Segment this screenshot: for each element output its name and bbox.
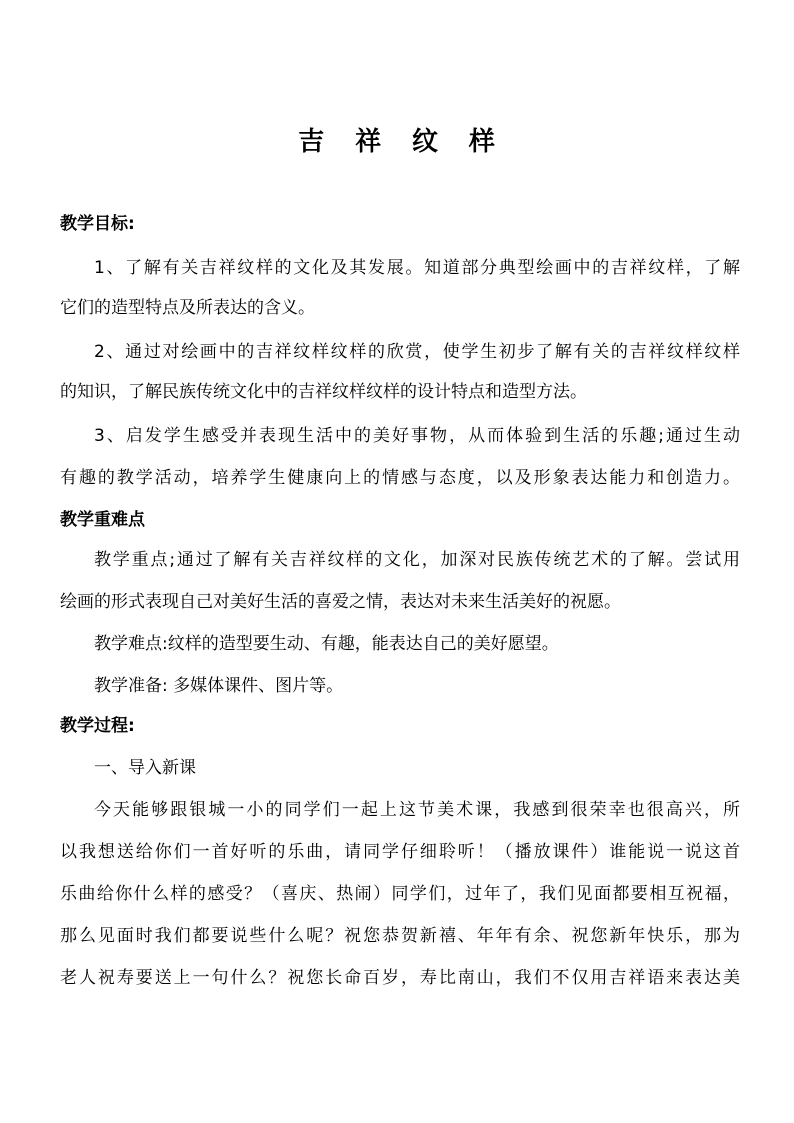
key-heading: 教学重难点 [60,510,145,530]
goal-1-line-1: 1、了解有关吉祥纹样的文化及其发展。知道部分典型绘画中的吉祥纹样，了解 [94,258,740,278]
intro-line-2: 以我想送给你们一首好听的乐曲，请同学仔细聆听！（播放课件）谁能说一说这首 [60,842,740,862]
intro-line-3: 乐曲给你什么样的感受？（喜庆、热闹）同学们，过年了，我们见面都要相互祝福， [60,884,740,904]
goal-3-line-2: 有趣的教学活动，培养学生健康向上的情感与态度，以及形象表达能力和创造力。 [60,468,740,488]
step-1-heading: 一、导入新课 [94,758,196,778]
difficulty-line: 教学难点:纹样的造型要生动、有趣，能表达自己的美好愿望。 [94,634,559,654]
intro-line-4: 那么见面时我们都要说些什么呢？祝您恭贺新禧、年年有余、祝您新年快乐，那为 [60,926,740,946]
goals-heading: 教学目标: [60,214,135,234]
key-point-line-1: 教学重点;通过了解有关吉祥纹样的文化，加深对民族传统艺术的了解。尝试用 [94,550,740,570]
goal-2-line-1: 2、通过对绘画中的吉祥纹样纹样的欣赏，使学生初步了解有关的吉祥纹样纹样 [94,342,740,362]
key-point-line-2: 绘画的形式表现自己对美好生活的喜爱之情，表达对未来生活美好的祝愿。 [60,592,621,612]
goal-2-line-2: 的知识，了解民族传统文化中的吉祥纹样纹样的设计特点和造型方法。 [60,382,587,402]
intro-line-1: 今天能够跟银城一小的同学们一起上这节美术课，我感到很荣幸也很高兴，所 [94,800,740,820]
goal-1-line-2: 它们的造型特点及所表达的含义。 [60,298,315,318]
document-title: 吉 祥 纹 样 [298,127,506,157]
intro-line-5: 老人祝寿要送上一句什么？祝您长命百岁，寿比南山，我们不仅用吉祥语来表达美 [60,968,740,988]
process-heading: 教学过程: [60,716,135,736]
goal-3-line-1: 3、启发学生感受并表现生活中的美好事物，从而体验到生活的乐趣;通过生动 [94,426,740,446]
preparation-line: 教学准备: 多媒体课件、图片等。 [94,676,344,696]
